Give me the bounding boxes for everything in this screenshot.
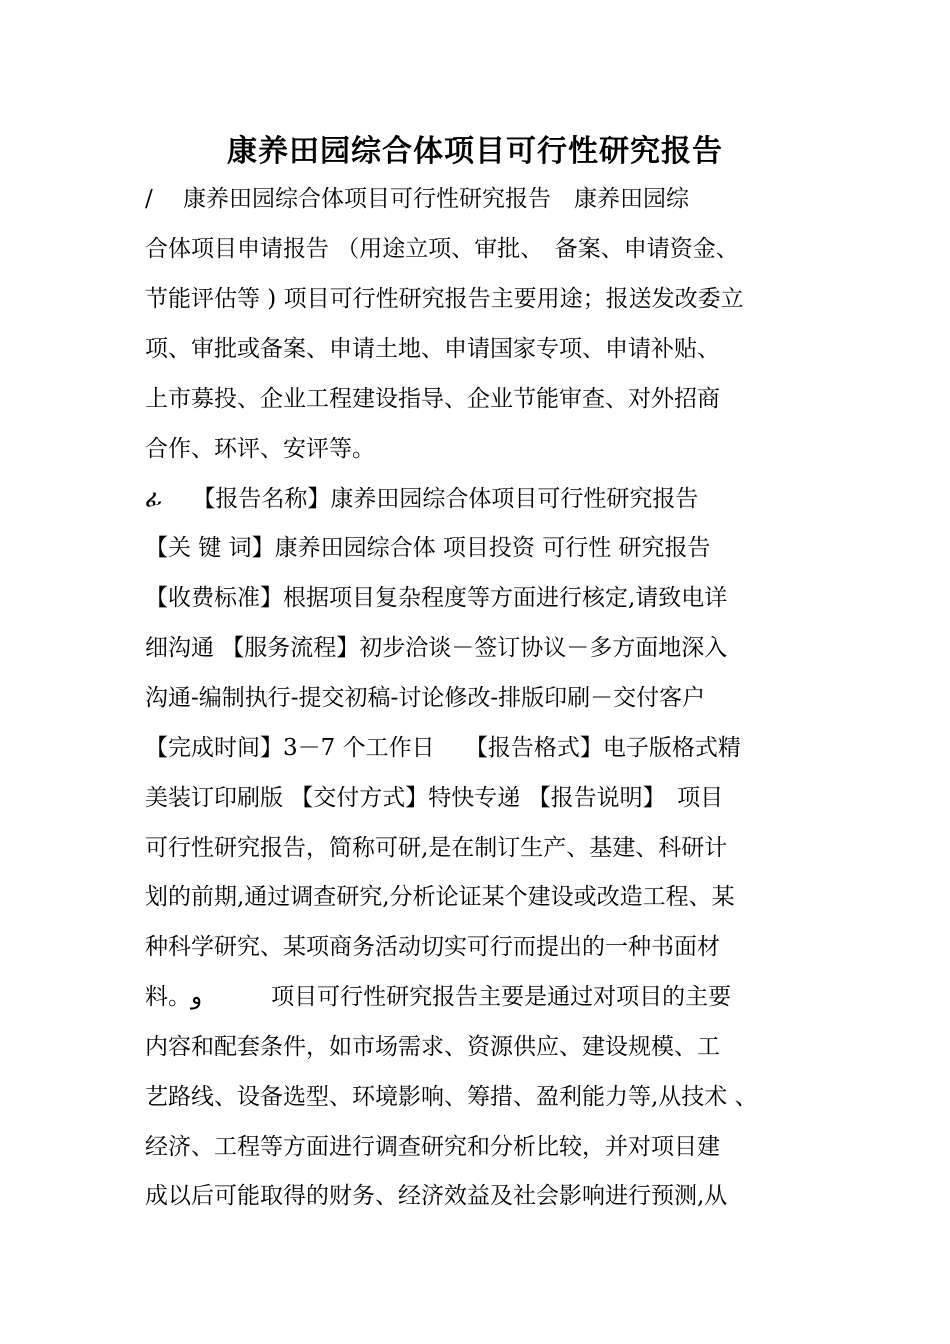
body-text-line: 经济、工程等方面进行调查研究和分析比较，并对项目建 [145,1134,720,1160]
body-text-line: 合体项目申请报告 （用途立项、审批、 备案、申请资金、 [145,236,739,262]
body-text-line: 划的前期,通过调查研究,分析论证某个建设或改造工程、某 [145,884,735,910]
body-text-line: 【完成时间】3－7 个工作日 【报告格式】电子版格式精 [145,735,741,761]
body-text-line: 上市募投、企业工程建设指导、企业节能审查、对外招商 [145,386,720,412]
body-text-line: 种科学研究、某项商务活动切实可行而提出的一种书面材 [145,934,720,960]
body-text-line: / 康养田园综合体项目可行性研究报告 康养田园综 [145,186,690,212]
body-text-line: 细沟通 【服务流程】初步洽谈－签订协议－多方面地深入 [145,635,728,661]
body-text-line: 【收费标准】根据项目复杂程度等方面进行核定,请致电详 [145,585,728,611]
body-text-line: 项、审批或备案、申请土地、申请国家专项、申请补贴、 [145,336,720,362]
body-text-line: 成以后可能取得的财务、经济效益及社会影响进行预测,从 [145,1183,728,1209]
body-text-line: 可行性研究报告，简称可研,是在制订生产、基建、科研计 [145,835,728,861]
body-text-line: 合作、环评、安评等。 [145,436,375,462]
body-text-line: 料。و 项目可行性研究报告主要是通过对项目的主要 [145,984,732,1010]
body-text-line: 内容和配套条件，如市场需求、资源供应、建设规模、工 [145,1034,720,1060]
body-text-line: 美装订印刷版 【交付方式】特快专递 【报告说明】 项目 [145,785,724,811]
body-text-line: 【关 键 词】康养田园综合体 项目投资 可行性 研究报告 [145,535,711,561]
body-text-line: 节能评估等 ) 项目可行性研究报告主要用途；报送发改委立 [145,286,744,312]
document-title: 康养田园综合体项目可行性研究报告 [227,134,723,169]
body-text-line: 沟通-编制执行-提交初稿-讨论修改-排版印刷－交付客户 [145,685,706,711]
body-text-line: 艺路线、设备选型、环境影响、筹措、盈利能力等,从技术 、 [145,1084,758,1110]
body-text-line: ፊ 【报告名称】康养田园综合体项目可行性研究报告 [145,486,699,512]
